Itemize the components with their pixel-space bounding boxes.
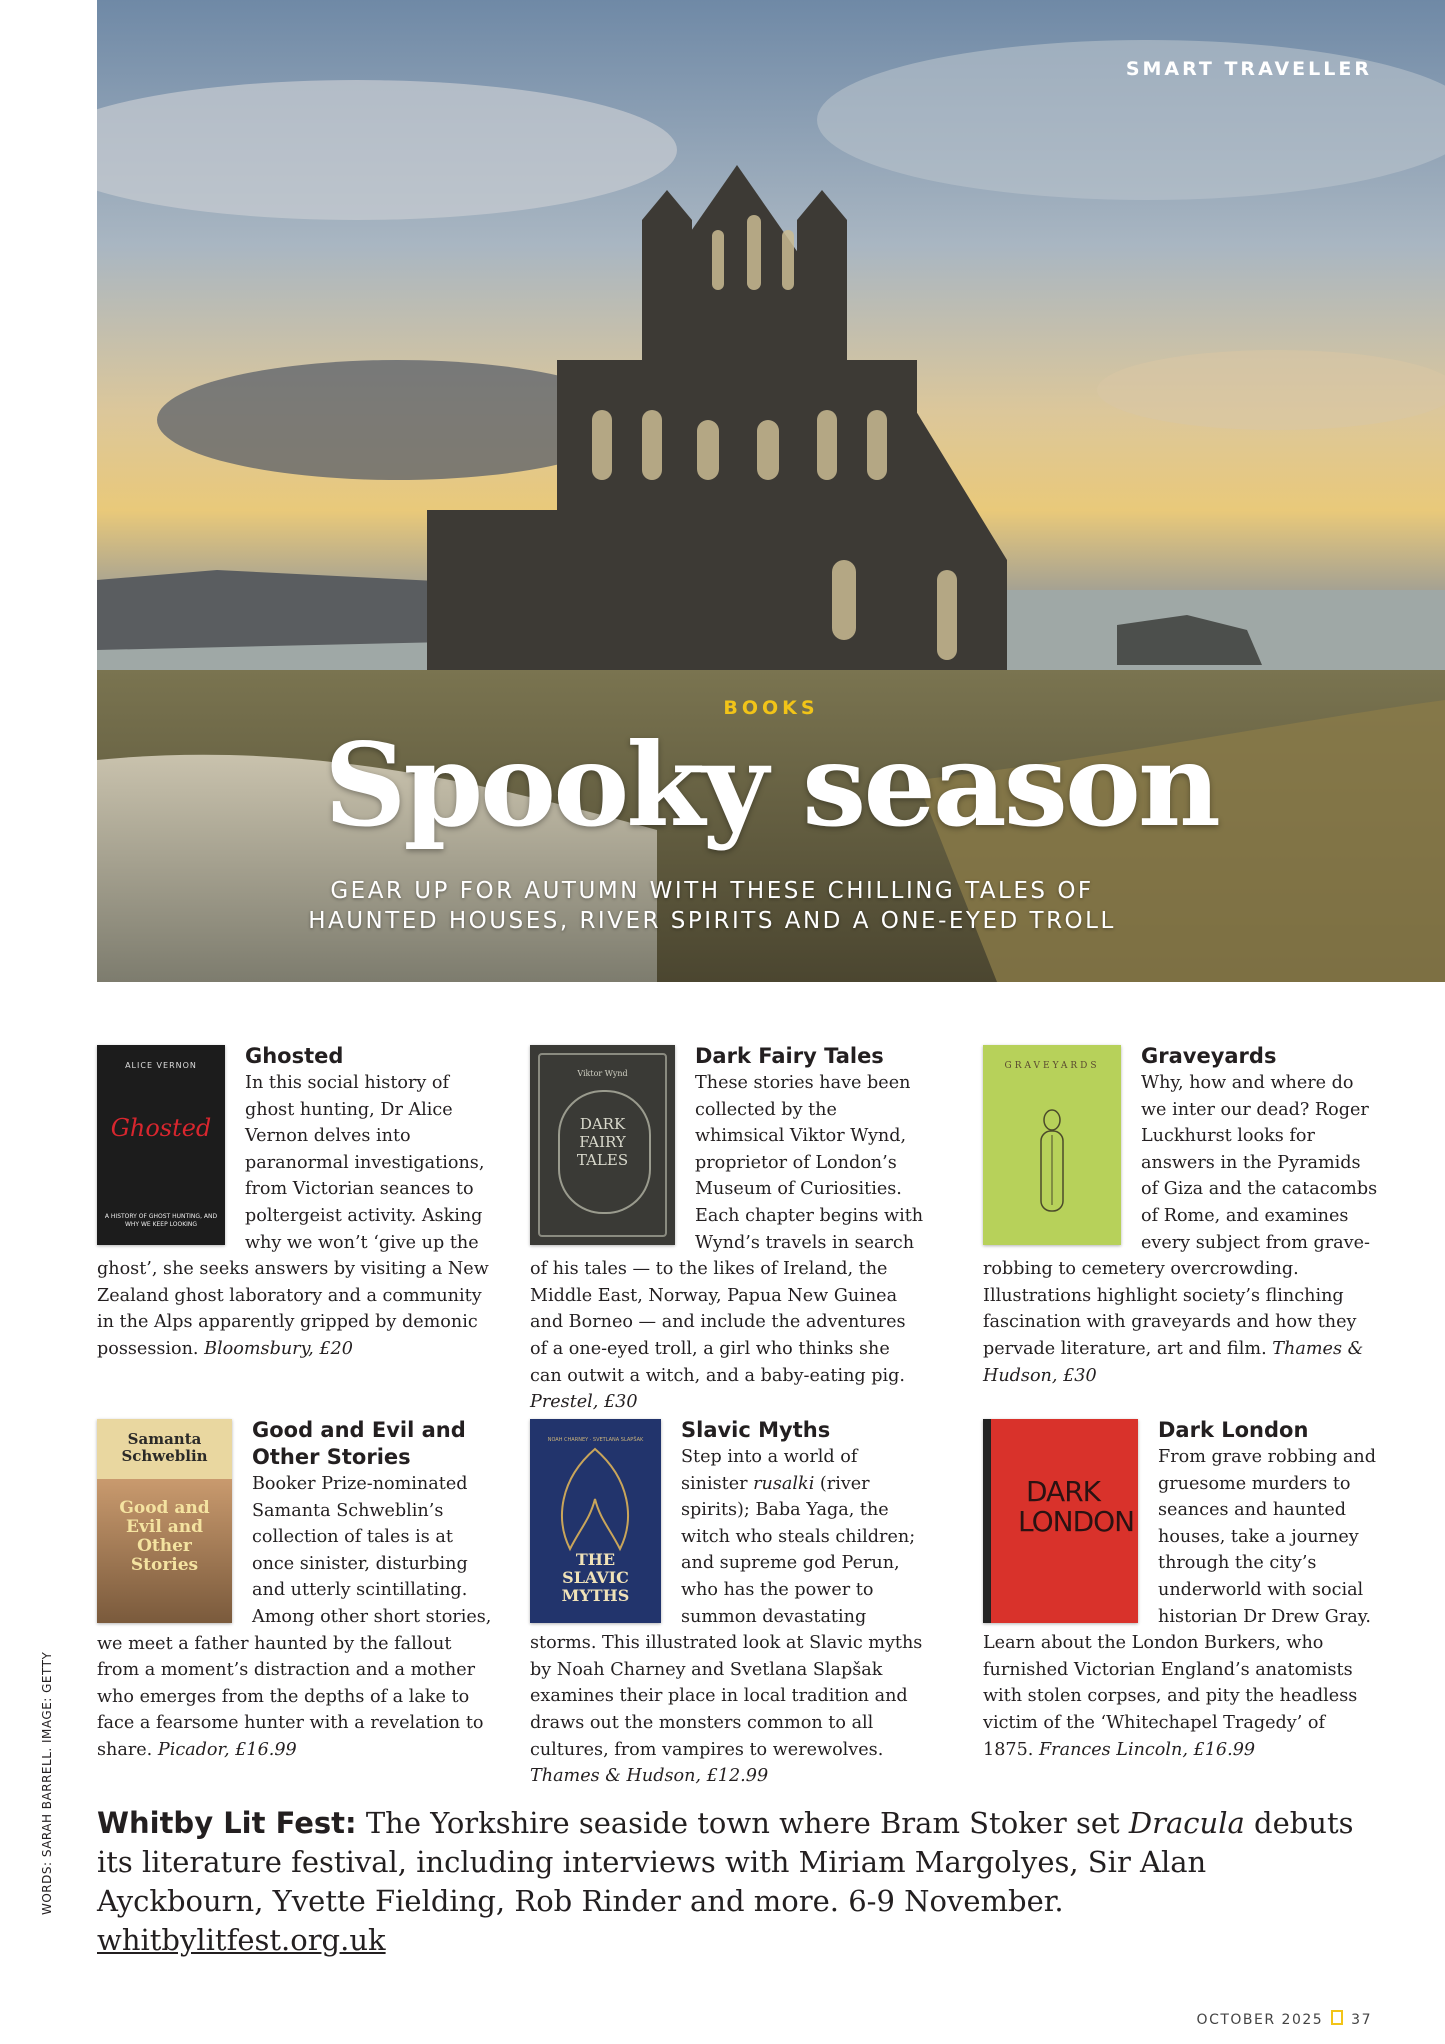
review-body: Booker Prize-nominated Samanta Schweblin’s collection of tales is at once sinister, disturbing and utterly scintillating. Among other short stories, we meet a father haunted by the fallout from a moment’s distraction and a mother who emerges from the depths of a lake to face a fearsome hunter with a revelation to share. xyxy=(97,1474,492,1760)
review-title: Dark Fairy Tales xyxy=(695,1044,884,1068)
review-publisher: Thames & Hudson, £30 xyxy=(983,1338,1364,1386)
review-body: (river spirits); Baba Yaga, the witch who steals children; and supreme god Perun, who has the power to summon devastating storms. This illustrated look at Slavic myths by Noah Charney and Svetlana Slapšak examines their place in local tradition and draws out the monsters common to all cultures, from vampires to werewolves. xyxy=(530,1473,923,1760)
page-folio xyxy=(1197,2010,1372,2028)
review-title: Dark London xyxy=(1158,1418,1309,1442)
folio-square-icon xyxy=(1331,2010,1343,2025)
festival-link[interactable]: whitbylitfest.org.uk xyxy=(97,1923,386,1957)
book-cover-dark-fairy-tales xyxy=(530,1045,675,1245)
cover-author: Viktor Wynd xyxy=(577,1069,628,1078)
review-publisher: Bloomsbury, £20 xyxy=(204,1338,353,1359)
category-kicker: BOOKS xyxy=(723,697,819,719)
review-dark-london xyxy=(983,1419,1378,1763)
book-cover-ghosted xyxy=(97,1045,225,1245)
review-body: In this social history of ghost hunting, Dr Alice Vernon delves into paranormal investigations, from Victorian seances to poltergeist activity. Asking why we won’t ‘give up the ghost’, she seeks answers by visiting a New Zealand ghost laboratory and a community in the Alps apparently gripped by demonic possession. xyxy=(97,1073,489,1359)
issue-date: OCTOBER 2025 xyxy=(1196,2012,1324,2028)
photo-credit: WORDS: SARAH BARRELL. IMAGE: GETTY xyxy=(40,1651,54,1915)
book-cover-dark-london xyxy=(983,1419,1138,1623)
cover-subtitle: A HISTORY OF GHOST HUNTING, AND WHY WE KEEP LOOKING xyxy=(104,1213,218,1228)
event-emphasis: Dracula xyxy=(1128,1806,1245,1840)
cover-author: ALICE VERNON xyxy=(125,1061,197,1070)
review-ghosted xyxy=(97,1045,492,1363)
skeleton-illustration xyxy=(983,1045,1121,1245)
review-dark-fairy-tales xyxy=(530,1045,925,1416)
event-text-continued: debuts its literature festival, including interviews with Miriam Margolyes, Sir Alan Ayckbourn, Yvette Fielding, Rob Rinder and more. 6-9 November. xyxy=(97,1806,1354,1918)
cover-author: Samanta Schweblin xyxy=(121,1430,208,1465)
page-title: Spooky season xyxy=(324,718,1218,852)
review-publisher: Frances Lincoln, £16.99 xyxy=(1038,1739,1256,1760)
cover-title: GRAVEYARDS xyxy=(1004,1061,1100,1071)
review-body: These stories have been collected by the whimsical Viktor Wynd, proprietor of London’s Museum of Curiosities. Each chapter begins with Wynd’s travels in search of his tales — to the likes of Ireland, the Middle East, Norway, Papua New Guinea and Borneo — and include the adventures of a one-eyed troll, a girl who thinks she can outwit a witch, and a baby-eating pig. xyxy=(530,1073,924,1386)
event-note xyxy=(97,1804,1357,1960)
review-body: Why, how and where do we inter our dead? Roger Luckhurst looks for answers in the Pyramids of Giza and the catacombs of Rome, and examines every subject from grave-robbing to cemetery overcrowding. Illustrations highlight society’s flinching fascination with graveyards and how they pervade literature, art and film. xyxy=(983,1073,1378,1359)
review-body-emphasis: rusalki xyxy=(753,1473,815,1494)
review-good-and-evil xyxy=(97,1419,492,1764)
page-number: 37 xyxy=(1351,2012,1372,2028)
section-tag: SMART TRAVELLER xyxy=(1125,58,1372,80)
event-text: The Yorkshire seaside town where Bram Stoker set xyxy=(356,1806,1129,1840)
review-body: From grave robbing and gruesome murders to seances and haunted houses, take a journey through the city’s underworld with social historian Dr Drew Gray. Learn about the London Burkers, who furnished Victorian England’s anatomists with stolen corpses, and pity the headless victim of the ‘Whitechapel Tragedy’ of 1875. xyxy=(983,1447,1377,1760)
cover-title: DARK FAIRY TALES xyxy=(576,1115,629,1169)
event-label: Whitby Lit Fest: xyxy=(97,1806,357,1840)
review-title: Graveyards xyxy=(1141,1044,1277,1068)
book-cover-slavic-myths xyxy=(530,1419,661,1623)
review-title: Slavic Myths xyxy=(681,1418,831,1442)
review-publisher: Prestel, £30 xyxy=(530,1392,638,1413)
cover-title: THE SLAVIC MYTHS xyxy=(561,1550,630,1605)
review-title: Good and Evil and Other Stories xyxy=(252,1418,466,1469)
cover-title: Ghosted xyxy=(110,1114,212,1142)
review-graveyards xyxy=(983,1045,1378,1389)
cover-author: NOAH CHARNEY · SVETLANA SLAPŠAK xyxy=(547,1437,644,1443)
review-title: Ghosted xyxy=(245,1044,344,1068)
cover-title: DARK LONDON xyxy=(1018,1475,1135,1538)
book-cover-graveyards xyxy=(983,1045,1121,1245)
review-slavic-myths xyxy=(530,1419,925,1790)
review-publisher: Thames & Hudson, £12.99 xyxy=(530,1766,769,1787)
page-subtitle: GEAR UP FOR AUTUMN WITH THESE CHILLING TALES OF HAUNTED HOUSES, RIVER SPIRITS AND A ONE-EYED TROLL xyxy=(308,878,1116,934)
hero-image xyxy=(97,0,1445,982)
review-publisher: Picador, £16.99 xyxy=(157,1739,297,1760)
review-body-intro: Step into a world of sinister xyxy=(681,1447,858,1494)
cover-title: Good and Evil and Other Stories xyxy=(119,1498,210,1575)
book-cover-good-and-evil xyxy=(97,1419,232,1623)
